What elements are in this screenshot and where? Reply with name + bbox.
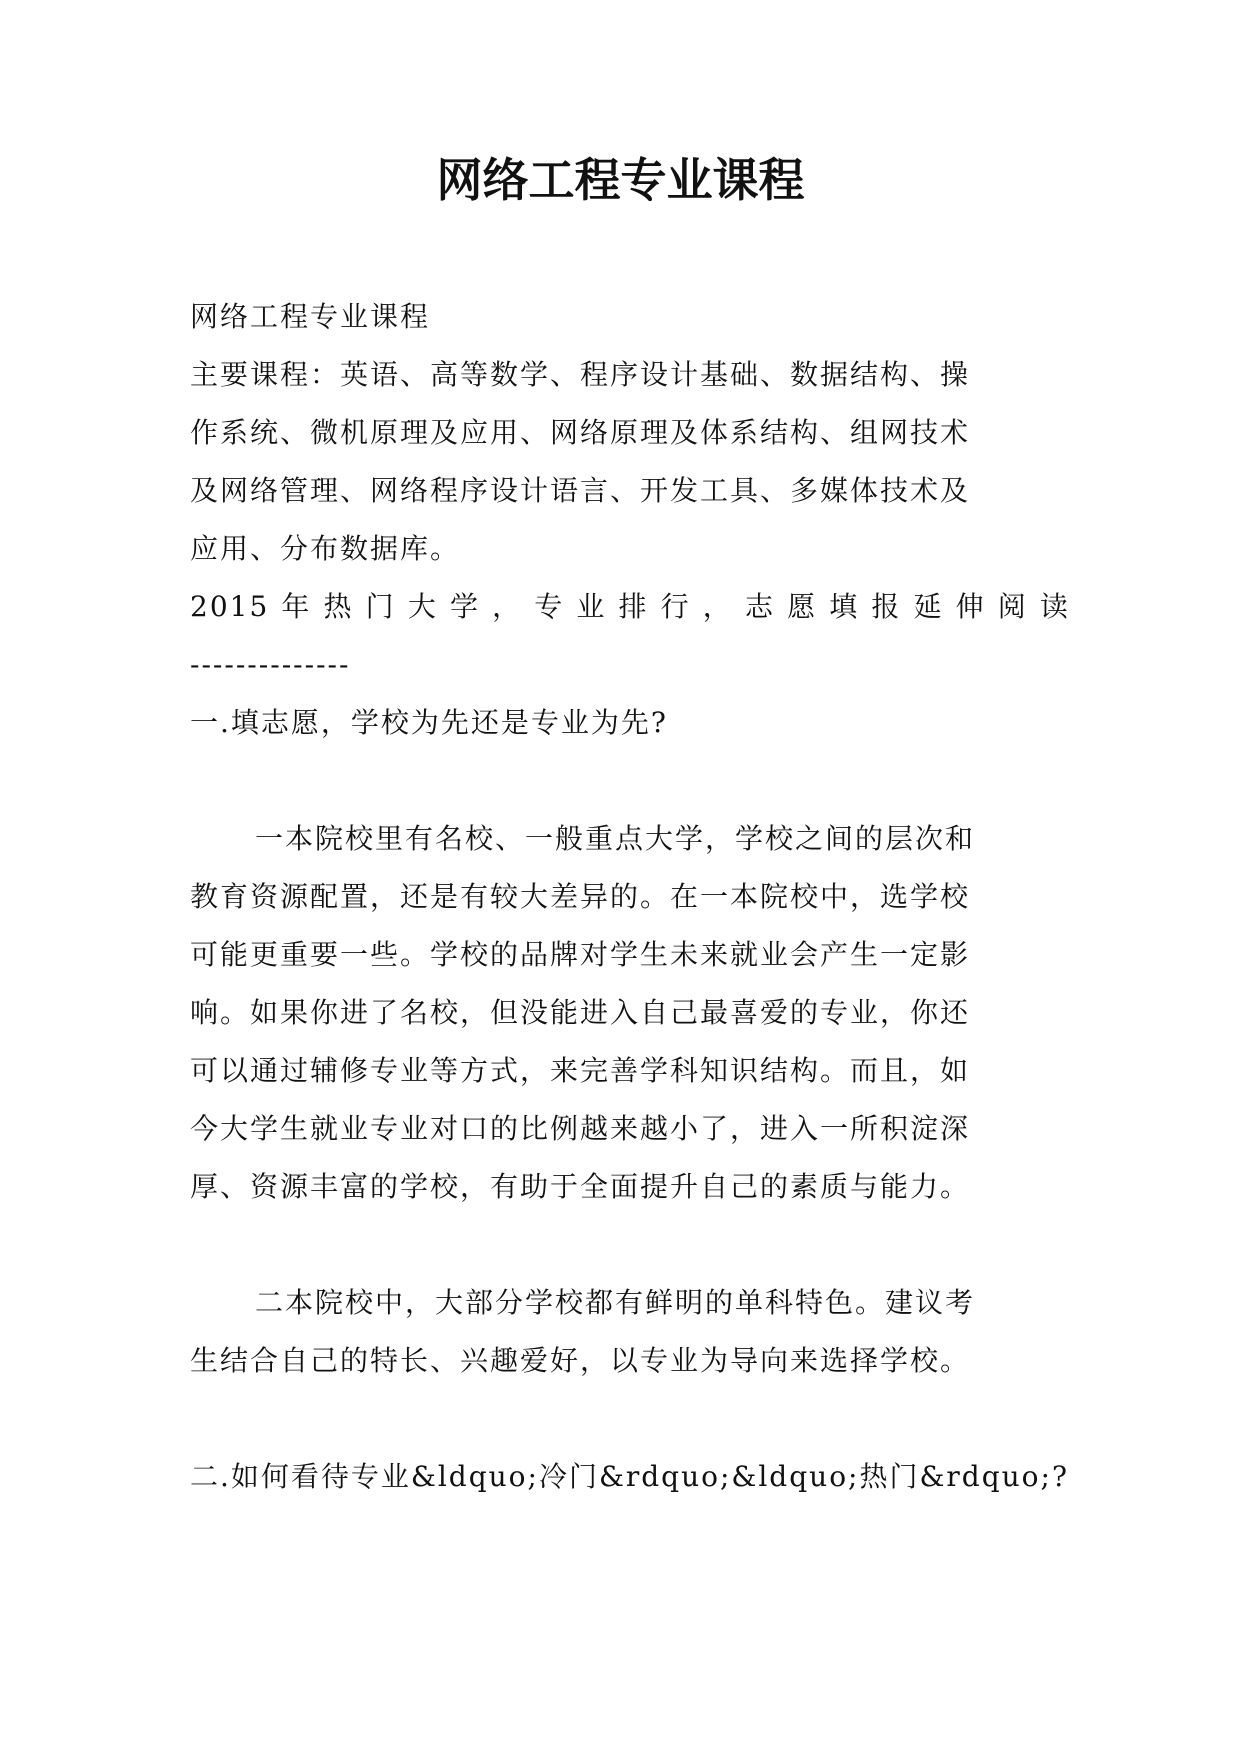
justified-word: 读 [1039,590,1070,623]
text-line: 可能更重要一些。学校的品牌对学生未来就业会产生一定影 [190,938,971,971]
text-line: 教育资源配置，还是有较大差异的。在一本院校中，选学校 [190,880,971,913]
blank-line [190,1216,1070,1274]
text-line: 及网络管理、网络程序设计语言、开发工具、多媒体技术及 [190,474,971,507]
text-line: 可以通过辅修专业等方式，来完善学科知识结构。而且，如 [190,1054,971,1087]
dashed-separator: -------------- [190,648,351,681]
justified-word: 2015 [190,590,270,623]
justified-word: 填 [829,590,860,623]
paragraph-first-line: 一本院校里有名校、一般重点大学，学校之间的层次和 [255,822,976,855]
justified-word: 报 [871,590,902,623]
justified-word: ， [702,590,733,623]
section-heading: 二.如何看待专业&ldquo;冷门&rdquo;&ldquo;热门&rdquo;? [190,1460,1069,1493]
justified-word: 行 [660,590,691,623]
justified-word: 阅 [997,590,1028,623]
justified-word: 年 [281,590,312,623]
justified-word: 延 [913,590,944,623]
justified-word: 伸 [955,590,986,623]
text-line: 主要课程：英语、高等数学、程序设计基础、数据结构、操 [190,358,971,391]
justified-word: 学 [449,590,480,623]
justified-word: 排 [618,590,649,623]
text-line: 响。如果你进了名校，但没能进入自己最喜爱的专业，你还 [190,996,971,1029]
justified-word: 门 [365,590,396,623]
text-line: 厚、资源丰富的学校，有助于全面提升自己的素质与能力。 [190,1170,971,1203]
text-line: 网络工程专业课程 [190,300,431,333]
paragraph-first-line: 二本院校中，大部分学校都有鲜明的单科特色。建议考 [255,1286,976,1319]
justified-word: 热 [323,590,354,623]
section-heading: 一.填志愿，学校为先还是专业为先? [190,706,668,739]
blank-line [190,752,1070,810]
text-line: 今大学生就业专业对口的比例越来越小了，进入一所积淀深 [190,1112,971,1145]
justified-word: 大 [407,590,438,623]
justified-word: 业 [576,590,607,623]
text-line: 生结合自己的特长、兴趣爱好，以专业为导向来选择学校。 [190,1344,971,1377]
justified-word: 愿 [787,590,818,623]
justified-word: 专 [534,590,565,623]
text-line: 应用、分布数据库。 [190,532,461,565]
text-line: 作系统、微机原理及应用、网络原理及体系结构、组网技术 [190,416,971,449]
justified-text-line [190,578,1070,636]
justified-word: ， [492,590,523,623]
justified-word: 志 [744,590,775,623]
blank-line [190,1390,1070,1448]
document-title: 网络工程专业课程 [436,153,805,207]
document-body [190,288,1070,1506]
